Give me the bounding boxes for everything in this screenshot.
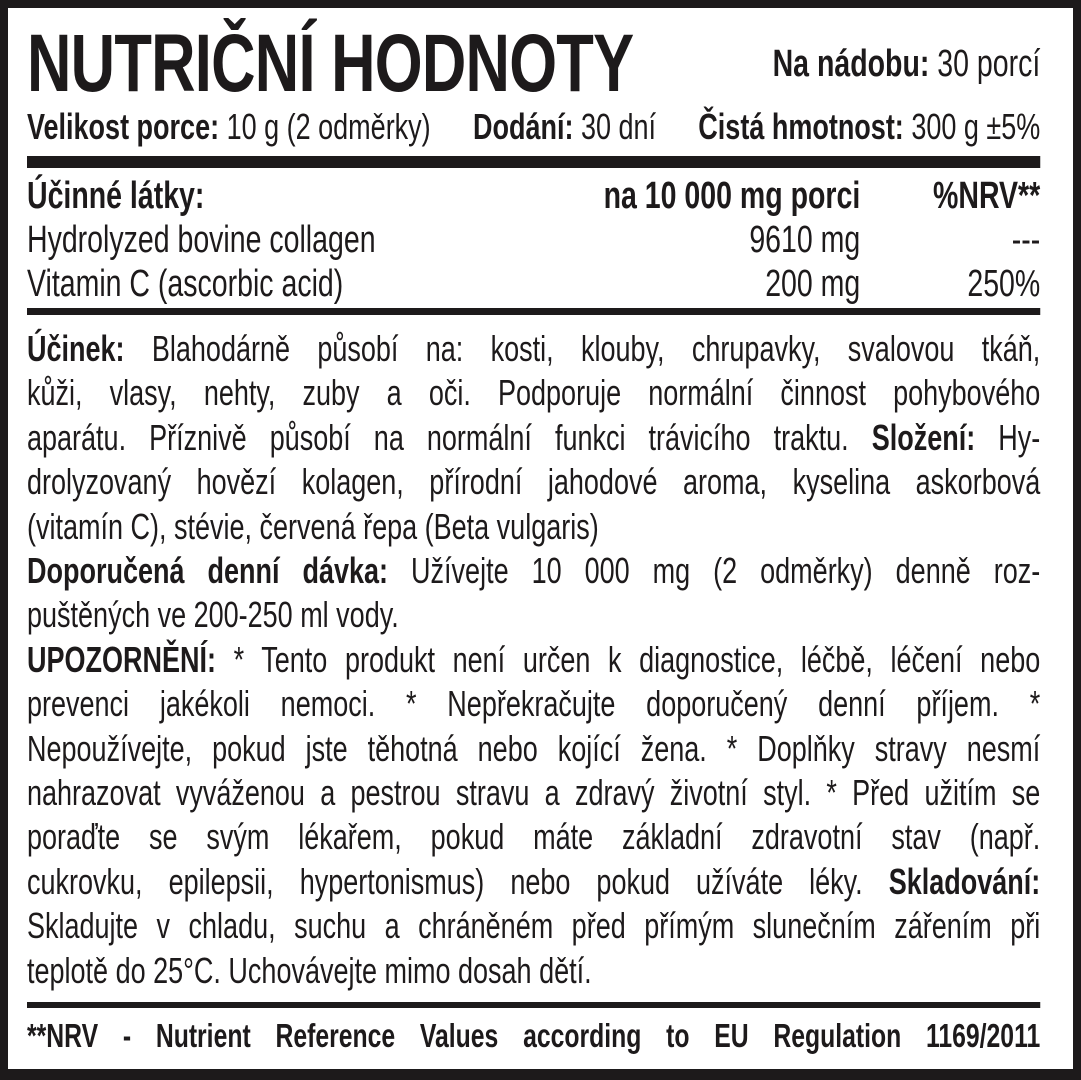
body-text-run: Skladujte v chladu, suchu a chráněném před přímým slunečním zářením při [27, 905, 1041, 947]
body-line [27, 815, 1040, 859]
net-weight [698, 105, 1040, 149]
serving-size-value: 10 g (2 odměrky) [226, 106, 431, 147]
body-line [27, 771, 1040, 815]
ingredient-name: Hydrolyzed bovine collagen [27, 219, 376, 261]
divider-table-bottom [27, 308, 1040, 315]
body-line [27, 371, 1040, 415]
ingredient-amount: 200 mg [765, 263, 861, 305]
ingredient-amount: 9610 mg [749, 219, 861, 261]
nrv-footnote: **NRV - Nutrient Reference Values according to EU Regulation 1169/2011 [27, 1017, 1041, 1055]
body-text [27, 327, 1040, 993]
column-header-nrv: %NRV** [933, 175, 1041, 217]
per-container-value: 30 porcí [937, 42, 1041, 85]
body-text-run: prevenci jakékoli nemoci. * Nepřekračujte doporučený denní příjem. * [27, 683, 1041, 725]
body-section-label: Skladování: [888, 860, 1041, 902]
body-text-run: * Tento produkt není určen k diagnostice, léčbě, léčení nebo [216, 638, 1041, 680]
body-text-run: nahrazovat vyváženou a pestrou stravu a zdravý životní styl. * Před užitím se [27, 772, 1041, 814]
serving-size [27, 105, 431, 149]
body-line [27, 860, 1040, 904]
body-line [27, 949, 1040, 993]
body-line [27, 593, 1040, 637]
net-weight-label: Čistá hmotnost: [698, 106, 904, 147]
divider-footer [27, 1002, 1040, 1008]
body-section-label: Doporučená denní dávka: [27, 550, 389, 592]
column-header-active-substances: Účinné látky: [27, 175, 205, 217]
supply [473, 105, 656, 149]
body-line [27, 549, 1040, 593]
table-row [27, 218, 1040, 262]
ingredient-nrv: 250% [967, 263, 1041, 305]
body-text-run: aparátu. Příznivě působí na normální funkci trávicího traktu. [27, 416, 872, 458]
body-line [27, 682, 1040, 726]
body-text-run: Blahodárně působí na: kosti, klouby, chrupavky, svalovou tkáň, [124, 328, 1041, 369]
body-text-run: drolyzovaný hovězí kolagen, přírodní jahodové aroma, kyselina askorbová [27, 461, 1041, 503]
page-title: NUTRIČNÍ HODNOTY [27, 18, 634, 109]
body-text-run: Užívejte 10 000 mg (2 odměrky) denně roz- [388, 550, 1041, 592]
per-container-label: Na nádobu: [772, 42, 930, 85]
supply-label: Dodání: [472, 106, 574, 147]
table-header-row [27, 174, 1040, 218]
serving-size-label: Velikost porce: [27, 106, 220, 147]
body-section-label: Složení: [871, 416, 976, 458]
per-container [773, 43, 1041, 86]
body-line [27, 327, 1040, 371]
body-text-run: cukrovku, epilepsii, hypertonismus) nebo pokud užíváte léky. [27, 860, 889, 902]
table-row [27, 262, 1040, 306]
header-row [27, 18, 1041, 109]
net-weight-value: 300 g ±5% [911, 106, 1041, 147]
body-section-label: Účinek: [27, 328, 125, 369]
body-text-run: kůži, vlasy, nehty, zuby a oči. Podporuje normální činnost pohybového [27, 372, 1041, 414]
supply-value: 30 dní [580, 106, 657, 147]
body-text-run: puštěných ve 200-250 ml vody. [27, 594, 399, 636]
body-text-run: (vitamín C), stévie, červená řepa (Beta vulgaris) [27, 505, 599, 547]
body-text-run: Hy- [975, 416, 1041, 458]
body-line [27, 638, 1040, 682]
divider-top [27, 156, 1040, 168]
label-content [27, 8, 1040, 1058]
body-line [27, 904, 1040, 948]
body-line [27, 416, 1040, 460]
body-section-label: UPOZORNĚNÍ: [27, 638, 216, 680]
serving-info-row [27, 105, 1040, 149]
body-line [27, 505, 1040, 549]
body-text-run: Nepoužívejte, pokud jste těhotná nebo kojící žena. * Doplňky stravy nesmí [27, 727, 1041, 769]
body-line [27, 727, 1040, 771]
body-text-run: teplotě do 25°C. Uchovávejte mimo dosah dětí. [27, 949, 592, 991]
ingredient-nrv: --- [1011, 219, 1041, 261]
body-line [27, 460, 1040, 504]
body-text-run: poraďte se svým lékařem, pokud máte základní zdravotní stav (např. [27, 816, 1041, 858]
column-header-per-serving: na 10 000 mg porci [603, 175, 861, 217]
ingredient-name: Vitamin C (ascorbic acid) [27, 263, 344, 305]
